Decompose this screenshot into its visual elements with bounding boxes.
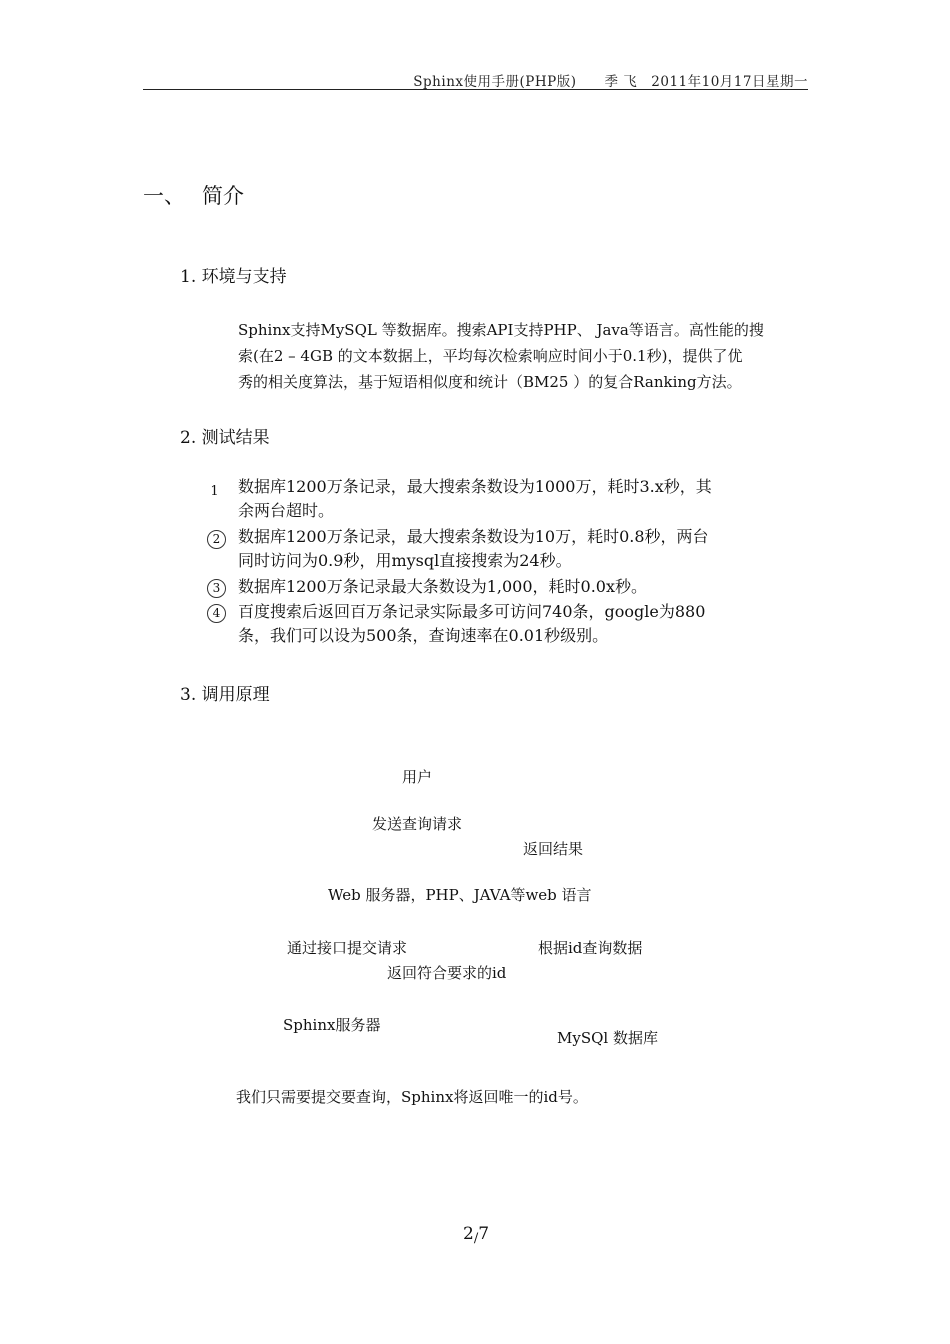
list-marker: 2	[207, 530, 226, 549]
list-item-line: 百度搜索后返回百万条记录实际最多可访问740条，google为880	[238, 602, 706, 621]
diagram-send-query-label: 发送查询请求	[372, 815, 463, 833]
list-item	[238, 525, 810, 573]
list-item-line: 余两台超时。	[238, 501, 335, 520]
subsection-heading: 3. 调用原理	[180, 685, 270, 705]
list-item	[238, 575, 810, 599]
page-total: 7	[478, 1224, 490, 1244]
intro-paragraph	[238, 317, 808, 395]
page-number	[463, 1224, 489, 1246]
list-marker: 4	[207, 604, 226, 623]
diagram-sphinx-server-label: Sphinx服务器	[283, 1016, 381, 1034]
summary-note: 我们只需要提交要查询，Sphinx将返回唯一的id号。	[236, 1088, 588, 1106]
intro-line: 索(在2 – 4GB 的文本数据上，平均每次检索响应时间小于0.1秒)，提供了优	[238, 347, 743, 365]
list-item-line: 同时访问为0.9秒，用mysql直接搜索为24秒。	[238, 551, 572, 570]
header-rule	[143, 89, 808, 90]
diagram-web-server-label: Web 服务器，PHP、JAVA等web 语言	[328, 886, 592, 904]
section-title: 简介	[202, 184, 244, 208]
diagram-mysql-label: MySQl 数据库	[557, 1029, 658, 1047]
diagram-user-label: 用户	[402, 768, 433, 786]
diagram-return-ids-label: 返回符合要求的id	[387, 964, 507, 982]
intro-line: 秀的相关度算法，基于短语相似度和统计（BM25 ）的复合Ranking方法。	[238, 373, 742, 391]
section-number: 一、	[143, 184, 185, 208]
list-item-line: 条，我们可以设为500条，查询速率在0.01秒级别。	[238, 626, 609, 645]
diagram-return-result-label: 返回结果	[523, 840, 584, 858]
page-separator: /	[473, 1231, 479, 1246]
diagram-submit-api-label: 通过接口提交请求	[287, 939, 408, 957]
diagram-query-by-id-label: 根据id查询数据	[538, 939, 643, 957]
list-item-line: 数据库1200万条记录，最大搜索条数设为10万，耗时0.8秒，两台	[238, 527, 709, 546]
list-item-line: 数据库1200万条记录，最大搜索条数设为1000万，耗时3.x秒，其	[238, 477, 712, 496]
page-current: 2	[463, 1224, 474, 1244]
list-marker: 1	[210, 484, 219, 499]
page-header: Sphinx使用手册(PHP版) 季 飞 2011年10月17日星期一	[413, 74, 808, 90]
subsection-heading: 1. 环境与支持	[180, 267, 287, 287]
list-item-line: 数据库1200万条记录最大条数设为1,000，耗时0.0x秒。	[238, 577, 647, 596]
subsection-heading: 2. 测试结果	[180, 428, 270, 448]
list-marker: 3	[207, 579, 226, 598]
intro-line: Sphinx支持MySQL 等数据库。搜索API支持PHP、 Java等语言。高性能的搜	[238, 321, 764, 339]
list-item	[238, 600, 810, 648]
list-item	[238, 475, 810, 523]
